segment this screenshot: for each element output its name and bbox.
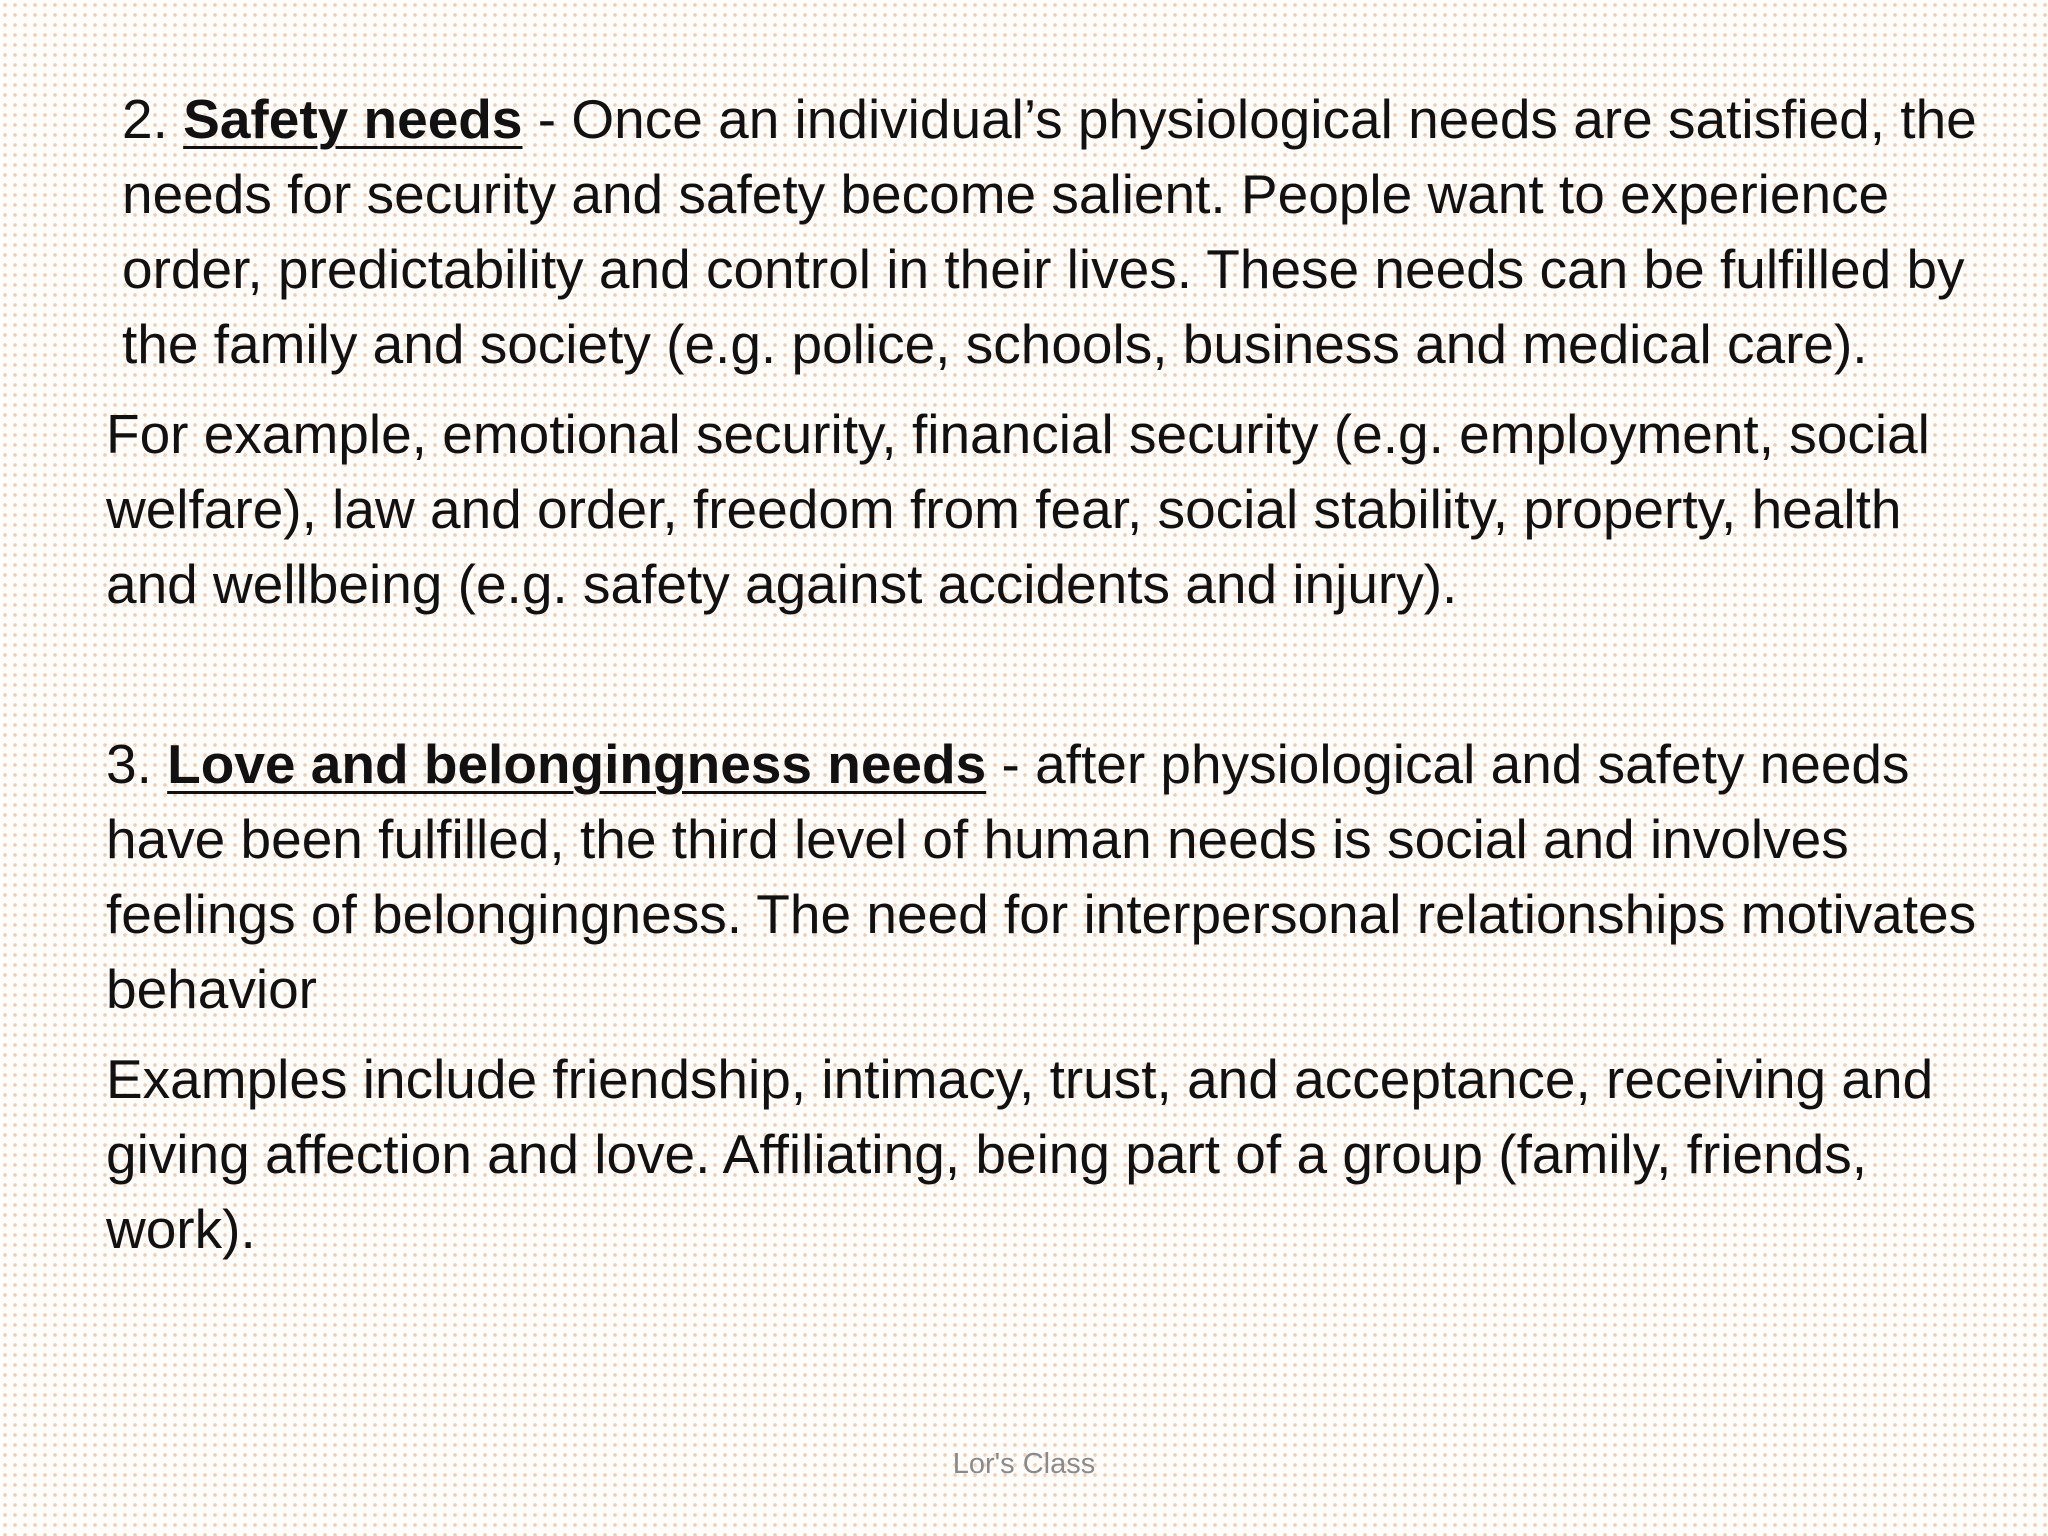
love-belongingness-description: - after physiological and safety needs have been fulfilled, the third level of human needs is social and involves feelings of belongingness. The need for interpersonal relationships motivates behavior — [106, 733, 1977, 1020]
safety-needs-paragraph — [106, 82, 1986, 382]
safety-needs-term: Safety needs — [183, 88, 523, 150]
safety-needs-description: - Once an individual’s physiological needs are satisfied, the needs for security and safety become salient. People want to experience order, predictability and control in their lives. These needs can be fulfilled by the family and society (e.g. police, schools, business and medical care). — [122, 88, 1977, 375]
safety-needs-number: 2. — [122, 88, 168, 150]
slide-body — [106, 82, 1986, 1267]
love-belongingness-examples: Examples include friendship, intimacy, trust, and acceptance, receiving and giving affection and love. Affiliating, being part of a group (family, friends, work). — [106, 1048, 1934, 1260]
love-belongingness-paragraph — [106, 727, 1986, 1027]
love-belongingness-term: Love and belongingness needs — [167, 733, 987, 795]
love-belongingness-number: 3. — [106, 733, 152, 795]
safety-needs-examples: For example, emotional security, financial security (e.g. employment, social welfare), law and order, freedom from fear, social stability, property, health and wellbeing (e.g. safety against accidents and injury). — [106, 403, 1930, 615]
slide-footer: Lor's Class — [952, 1448, 1096, 1480]
